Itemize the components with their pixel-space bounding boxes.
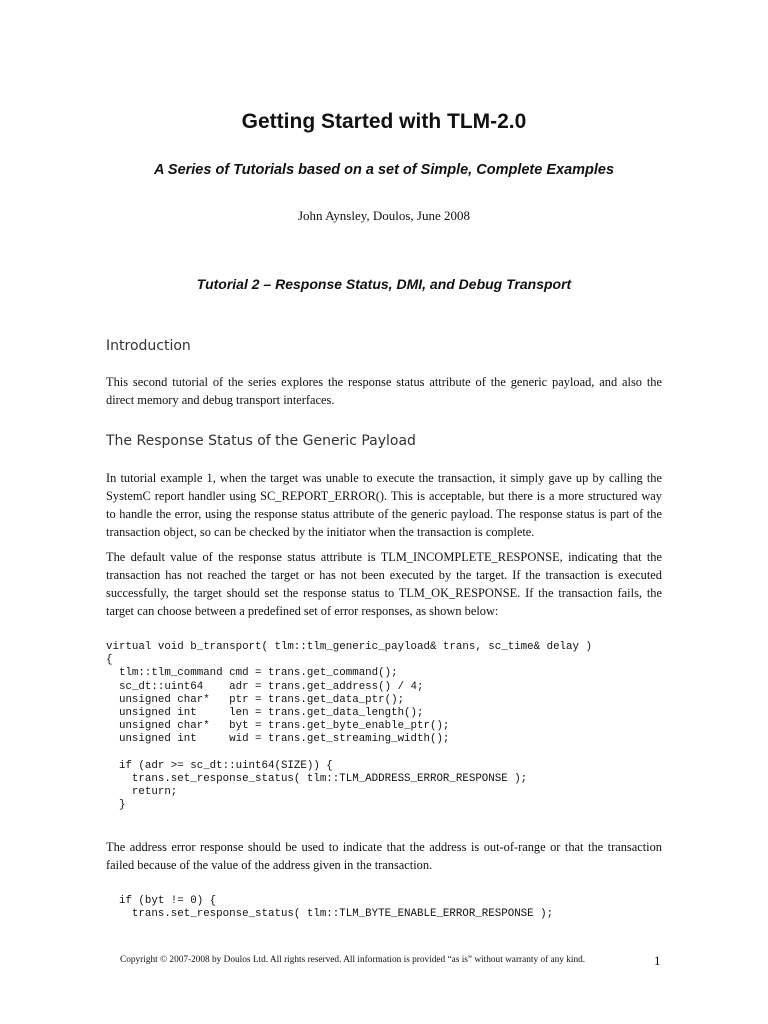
response-paragraph-2: The default value of the response status attribute is TLM_INCOMPLETE_RESPONSE, indicating that the transaction has not reached the target or has not been executed by the target. If the transaction is executed successfully, the target should set the response status to TLM_OK_RESPONSE. If the transaction fails, the target can choose between a predefined set of error responses, as shown below: [106, 550, 662, 618]
document-title: Getting Started with TLM-2.0 [241, 110, 527, 133]
code-block-byte-enable: if (byt != 0) { trans.set_response_status( tlm::TLM_BYTE_ENABLE_ERROR_RESPONSE ); [118, 895, 554, 921]
footer-copyright: Copyright © 2007-2008 by Doulos Ltd. All rights reserved. All information is provided “as is” without warranty of any kind. [120, 955, 586, 965]
page-number: 1 [654, 953, 661, 968]
address-error-paragraph: The address error response should be used to indicate that the address is out-of-range or that the transaction failed because of the value of the address given in the transaction. [106, 840, 662, 872]
intro-paragraph: This second tutorial of the series explores the response status attribute of the generic payload, and also the direct memory and debug transport interfaces. [106, 375, 662, 407]
response-paragraph-1: In tutorial example 1, when the target was unable to execute the transaction, it simply gave up by calling the SystemC report handler using SC_REPORT_ERROR(). This is acceptable, but there is a more structured way to handle the error, using the response status attribute of the generic payload. The response status is part of the transaction object, so can be checked by the initiator when the transaction is complete. [106, 471, 662, 539]
section-heading-response-status: The Response Status of the Generic Payload [106, 433, 416, 449]
section-heading-introduction: Introduction [106, 338, 191, 354]
tutorial-heading: Tutorial 2 – Response Status, DMI, and Debug Transport [196, 276, 572, 292]
author-line: John Aynsley, Doulos, June 2008 [297, 208, 471, 223]
document-subtitle: A Series of Tutorials based on a set of Simple, Complete Examples [153, 162, 615, 178]
code-block-b-transport: virtual void b_transport( tlm::tlm_generic_payload& trans, sc_time& delay ) { tlm::tlm_command cmd = trans.get_command(); sc_dt::uint64 adr = trans.get_address() / 4; unsigned char* ptr = trans.get_data_ptr(); unsigned int len = trans.get_data_length(); unsigned char* byt = trans.get_byte_enable_ptr(); unsigned int wid = trans.get_streaming_width(); if (adr >= sc_dt::uint64(SIZE)) { trans.set_response_status( tlm::TLM_ADDRESS_ERROR_RESPONSE ); return; } [106, 641, 592, 812]
